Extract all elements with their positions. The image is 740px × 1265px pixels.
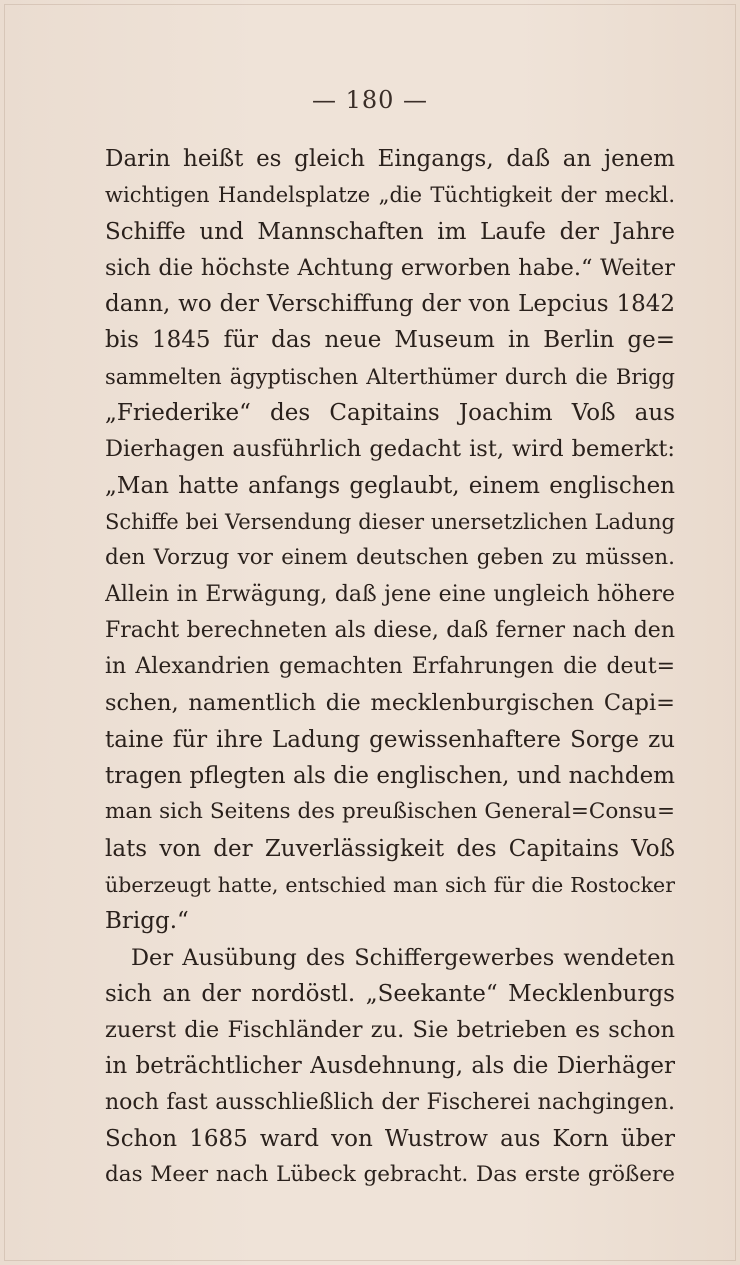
- text-line: „Man hatte anfangs geglaubt, einem englischen: [105, 472, 675, 499]
- text-line: in Alexandrien gemachten Erfahrungen die deut=: [105, 654, 675, 680]
- text-line: Allein in Erwägung, daß jene eine ungleich höhere: [105, 581, 675, 607]
- text-line: lats von der Zuverlässigkeit des Capitains Voß: [105, 835, 675, 862]
- text-line: Schiffe bei Versendung dieser unersetzlichen Ladung: [105, 509, 675, 534]
- text-line: überzeugt hatte, entschied man sich für die Rostocker: [105, 872, 675, 897]
- paragraph-1: [105, 141, 675, 940]
- text-line: zuerst die Fischländer zu. Sie betrieben es schon: [105, 1017, 675, 1044]
- text-line: Schon 1685 ward von Wustrow aus Korn über: [105, 1126, 675, 1153]
- text-line: bis 1845 für das neue Museum in Berlin ge=: [105, 327, 675, 354]
- text-line: man sich Seitens des preußischen General=Consu=: [105, 799, 675, 825]
- text-line: schen, namentlich die mecklenburgischen Capi=: [105, 690, 675, 717]
- text-line: Fracht berechneten als diese, daß ferner nach den: [105, 617, 675, 643]
- text-line: den Vorzug vor einem deutschen geben zu müssen.: [105, 545, 675, 571]
- text-line: sammelten ägyptischen Alterthümer durch die Brigg: [105, 364, 675, 389]
- text-line: Der Ausübung des Schiffergewerbes wendeten: [131, 944, 675, 971]
- page-body: [105, 141, 675, 1194]
- text-line: Schiffe und Mannschaften im Laufe der Jahre: [105, 218, 675, 245]
- text-line: in beträchtlicher Ausdehnung, als die Dierhäger: [105, 1053, 675, 1080]
- text-line: Darin heißt es gleich Eingangs, daß an jenem: [105, 146, 675, 172]
- text-line: „Friederike“ des Capitains Joachim Voß aus: [105, 400, 675, 427]
- text-line: Dierhagen ausführlich gedacht ist, wird bemerkt:: [105, 436, 675, 463]
- page-number: — 180 —: [311, 86, 429, 114]
- text-line: tragen pflegten als die englischen, und nachdem: [105, 763, 675, 790]
- text-line: noch fast ausschließlich der Fischerei nachgingen.: [105, 1089, 675, 1115]
- text-line: das Meer nach Lübeck gebracht. Das erste größere: [105, 1162, 675, 1188]
- text-line: sich die höchste Achtung erworben habe.“ Weiter: [105, 254, 675, 281]
- text-line: Brigg.“: [105, 908, 189, 935]
- text-line: taine für ihre Ladung gewissenhaftere Sorge zu: [105, 726, 675, 753]
- text-line: wichtigen Handelsplatze „die Tüchtigkeit der meckl.: [105, 183, 675, 208]
- paragraph-2: [105, 940, 675, 1194]
- text-line: sich an der nordöstl. „Seekante“ Mecklenburgs: [105, 980, 675, 1007]
- text-line: dann, wo der Verschiffung der von Lepcius 1842: [105, 291, 675, 318]
